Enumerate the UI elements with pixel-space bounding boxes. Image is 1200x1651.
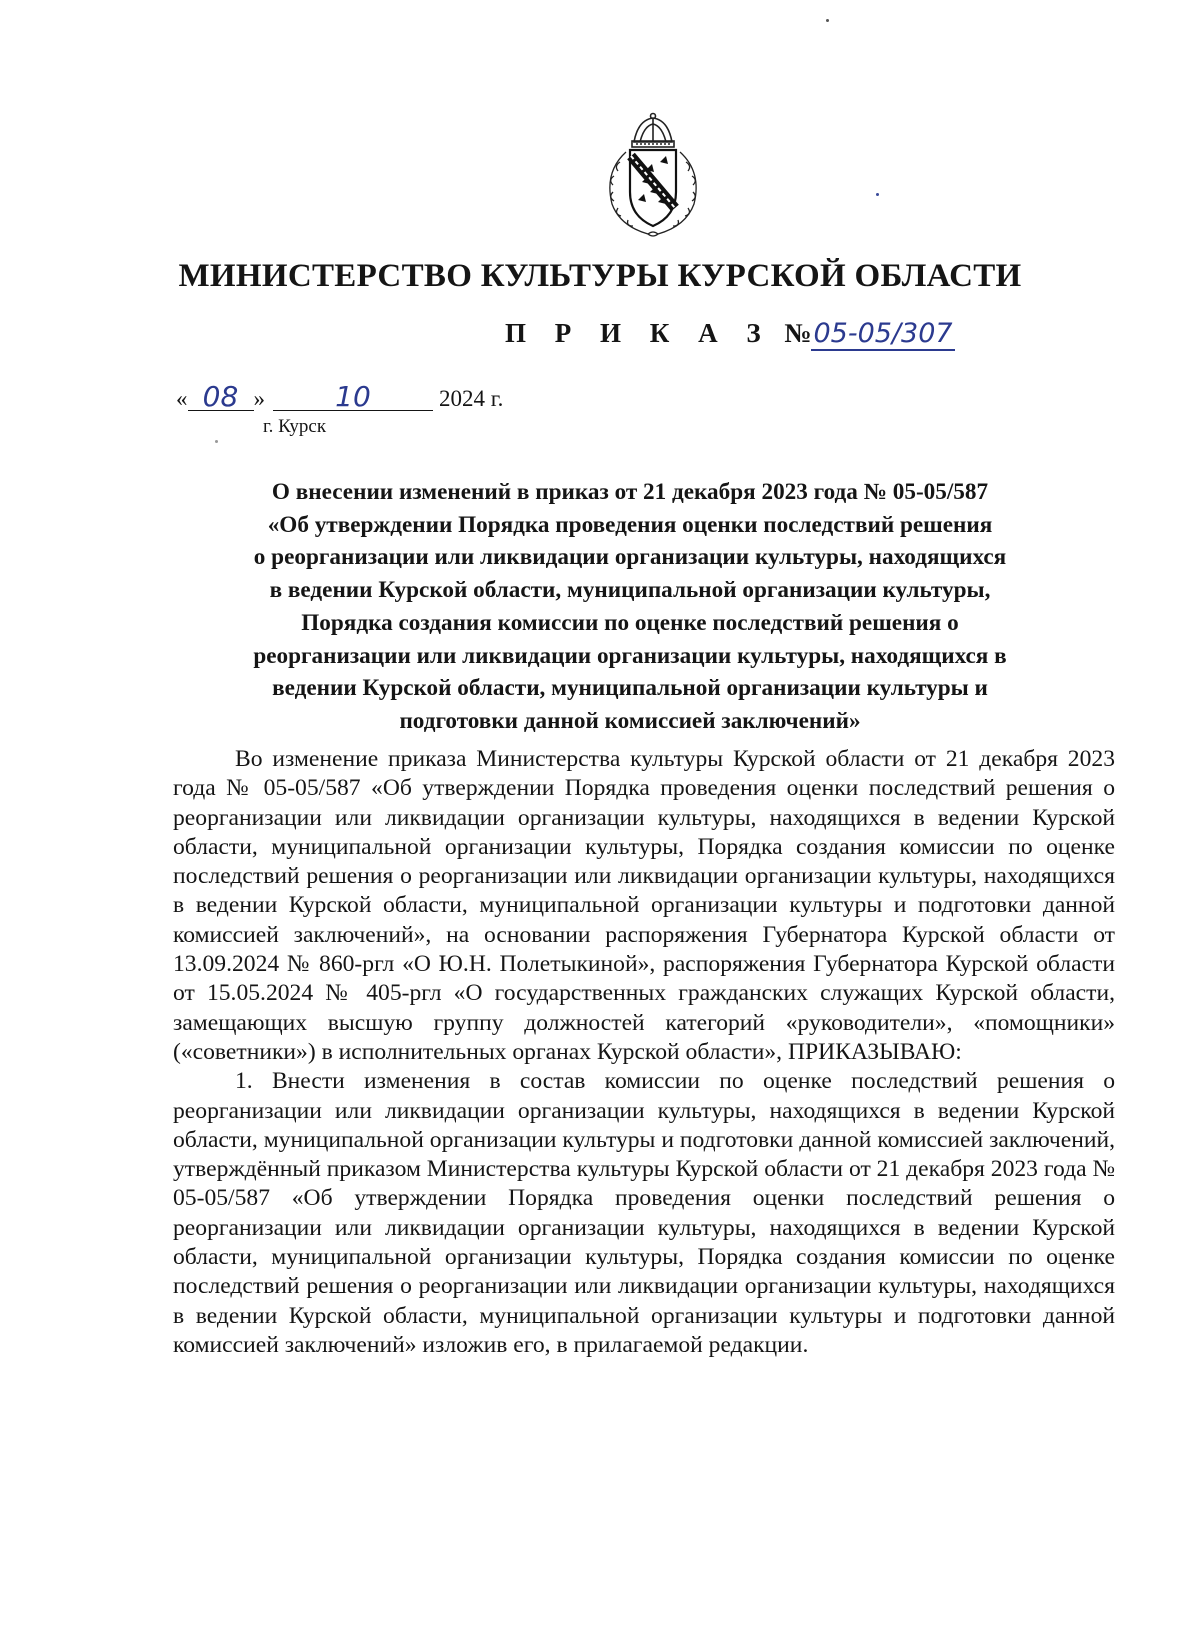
number-sign: №: [784, 318, 812, 348]
coat-of-arms-icon: [598, 112, 708, 240]
title-line: в ведении Курской области, муниципальной организации культуры,: [269, 577, 991, 604]
order-heading: [505, 318, 955, 349]
title-line: о реорганизации или ликвидации организации культуры, находящихся: [253, 544, 1007, 571]
title-line: реорганизации или ликвидации организации культуры, находящихся в: [253, 642, 1007, 669]
date-open-quote: «: [176, 386, 188, 411]
order-body: [173, 745, 1115, 1360]
scan-speck: [876, 193, 879, 196]
ministry-title: МИНИСТЕРСТВО КУЛЬТУРЫ КУРСКОЙ ОБЛАСТИ: [178, 258, 1022, 294]
scan-speck: [826, 19, 829, 22]
order-title: [190, 476, 1070, 738]
date-day: 08: [188, 384, 254, 411]
title-line: Порядка создания комиссии по оценке последствий решения о: [301, 609, 959, 636]
city: г. Курск: [263, 416, 327, 437]
date-line: [176, 380, 504, 413]
title-line: ведении Курской области, муниципальной организации культуры и: [272, 675, 988, 702]
date-close-quote: »: [253, 386, 265, 411]
scan-speck: [215, 440, 218, 443]
order-number: 05-05/307: [813, 318, 953, 349]
title-line: О внесении изменений в приказ от 21 декабря 2023 года № 05-05/587: [271, 479, 989, 505]
title-line: «Об утверждении Порядка проведения оценки последствий решения: [267, 511, 993, 538]
title-line: подготовки данной комиссией заключений»: [399, 707, 861, 734]
date-year: 2024 г.: [439, 386, 504, 411]
preamble-paragraph: Во изменение приказа Министерства культуры Курской области от 21 декабря 2023 года № 05-05/587 «Об утверждении Порядка проведения оценки последствий решения о реорганизации или ликвидации организации культуры, находящихся в ведении Курской области, муниципальной организации культуры, Порядка создания комиссии по оценке последствий решения о реорганизации или ликвидации организации культуры, находящихся в ведении Курской области, муниципальной организации культуры и подготовки данной комиссией заключений», на основании распоряжения Губернатора Курской области от 13.09.2024 № 860-ргл «О Ю.Н. Полетыкиной», распоряжения Губернатора Курской области от 15.05.2024 № 405-ргл «О государственных гражданских служащих Курской области, замещающих высшую группу должностей категорий «руководители», «помощники» («советники») в исполнительных органах Курской области», ПРИКАЗЫВАЮ:: [173, 746, 1115, 1065]
date-month: 10: [273, 384, 433, 411]
clause-1-paragraph: 1. Внести изменения в состав комиссии по оценке последствий решения о реорганизации или ликвидации организации культуры, находящихся в ведении Курской области, муниципальной организации культуры и подготовки данной комиссией заключений, утверждённый приказом Министерства культуры Курской области от 21 декабря 2023 года № 05-05/587 «Об утверждении Порядка проведения оценки последствий решения о реорганизации или ликвидации организации культуры, находящихся в ведении Курской области, муниципальной организации культуры, Порядка создания комиссии по оценке последствий решения о реорганизации или ликвидации организации культуры, находящихся в ведении Курской области, муниципальной организации культуры и подготовки данной комиссией заключений» изложив его, в прилагаемой редакции.: [173, 1068, 1115, 1358]
order-word: П Р И К А З: [505, 318, 772, 348]
